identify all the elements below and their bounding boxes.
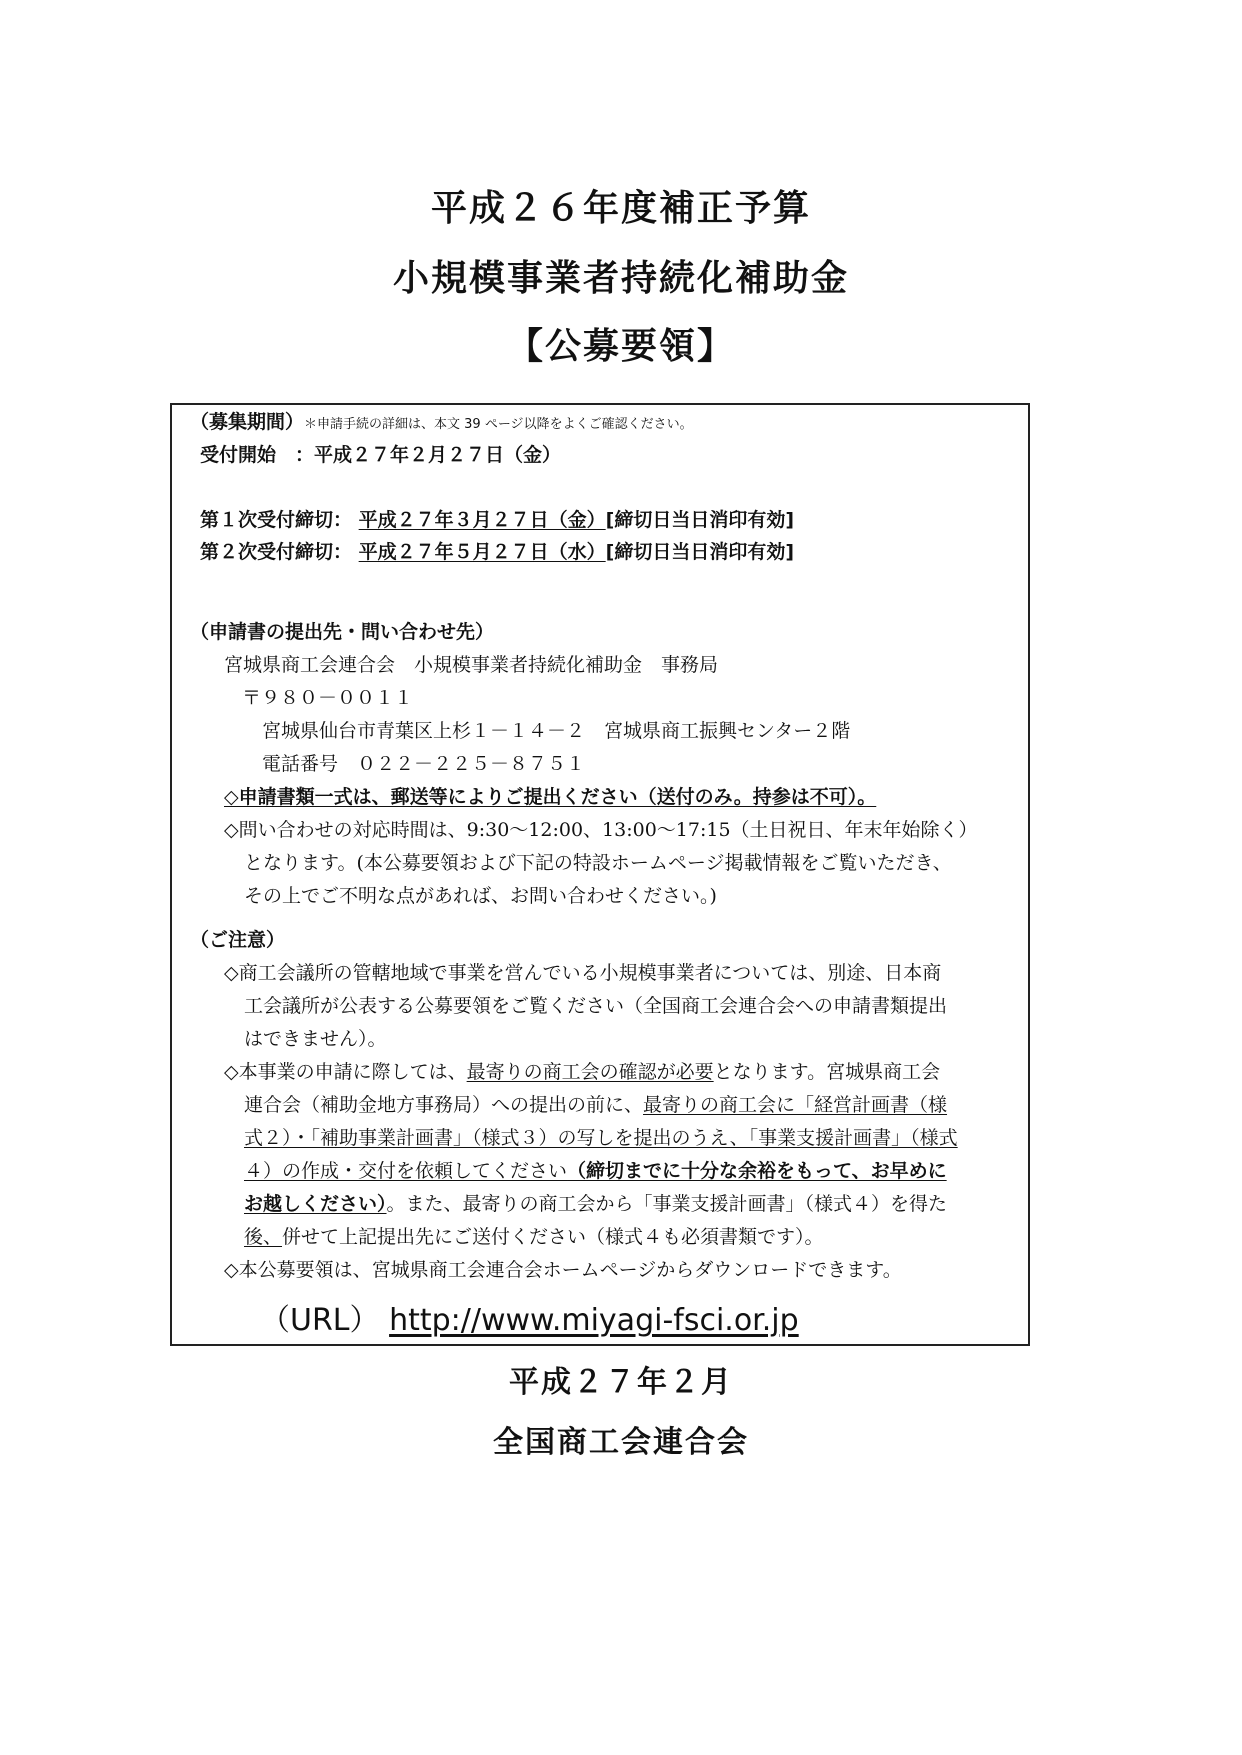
publisher: 全国商工会連合会 (493, 1425, 749, 1460)
second-deadline-date: 平成２７年５月２７日（水） (358, 541, 606, 563)
caution-p1-line1: ◇商工会議所の管轄地域で事業を営んでいる小規模事業者については、別途、日本商 (224, 962, 942, 984)
first-deadline-note: [締切日当日消印有効] (605, 509, 795, 531)
caution-p2-line4: ４）の作成・交付を依頼してください（締切までに十分な余裕をもって、お早めに (244, 1160, 947, 1182)
contact-heading: （申請書の提出先・問い合わせ先） (190, 621, 495, 643)
caution-p2-line2: 連合会（補助金地方事務局）への提出の前に、最寄りの商工会に「経営計画書（様 (244, 1094, 948, 1116)
reception-start: 受付開始 ：平成２７年２月２７日（金） (200, 444, 562, 466)
url-line (260, 1295, 799, 1339)
first-deadline-date: 平成２７年３月２７日（金） (358, 509, 606, 531)
contact-postal: 〒９８０－００１１ (242, 687, 414, 709)
caution-heading: （ご注意） (190, 929, 286, 951)
second-deadline: 第２次受付締切： 平成２７年５月２７日（水）[締切日当日消印有効] (200, 541, 795, 563)
contact-address: 宮城県仙台市青葉区上杉１－１４－２ 宮城県商工振興センター２階 (262, 720, 851, 742)
second-deadline-note: [締切日当日消印有効] (605, 541, 795, 563)
caution-p1-line2: 工会議所が公表する公募要領をご覧ください（全国商工会連合会への申請書類提出 (244, 995, 948, 1017)
document-title-line2: 小規模事業者持続化補助金 (392, 258, 849, 299)
caution-p2-line3: 式２）・「補助事業計画書」（様式３）の写しを提出のうえ、「事業支援計画書」（様式 (244, 1127, 958, 1149)
issue-date: 平成２７年２月 (509, 1365, 733, 1400)
caution-p2-line5: お越しください）。また、最寄りの商工会から「事業支援計画書」（様式４）を得た (244, 1193, 948, 1215)
contact-org: 宮城県商工会連合会 小規模事業者持続化補助金 事務局 (224, 654, 719, 676)
hours-line-1: ◇問い合わせの対応時間は、9:30～12:00、13:00～17:15（土日祝日、年末年始除く） (224, 819, 978, 841)
period-heading: （募集期間）＊申請手続の詳細は、本文 39 ページ以降をよくご確認ください。 (190, 411, 693, 433)
caution-p3: ◇本公募要領は、宮城県商工会連合会ホームページからダウンロードできます。 (224, 1259, 902, 1281)
caution-p2-line6: 後、併せて上記提出先にご送付ください（様式４も必須書類です）。 (244, 1226, 824, 1248)
document-title-line3: 【公募要領】 (506, 326, 735, 367)
caution-p2-line1: ◇本事業の申請に際しては、最寄りの商工会の確認が必要となります。宮城県商工会 (224, 1061, 941, 1083)
document-title-line1: 平成２６年度補正予算 (430, 188, 811, 229)
contact-phone: 電話番号 ０２２－２２５－８７５１ (262, 753, 586, 775)
mail-note: ◇申請書類一式は、郵送等によりご提出ください（送付のみ。持参は不可）。 (224, 786, 877, 808)
period-note: ＊申請手続の詳細は、本文 39 ページ以降をよくご確認ください。 (304, 417, 693, 432)
hours-line-3: その上でご不明な点があれば、お問い合わせください。) (244, 885, 717, 907)
hours-line-2: となります。(本公募要領および下記の特設ホームページ掲載情報をご覧いただき、 (244, 852, 952, 874)
first-deadline: 第１次受付締切： 平成２７年３月２７日（金）[締切日当日消印有効] (200, 509, 795, 531)
caution-p1-line3: はできません）。 (244, 1028, 387, 1050)
website-link[interactable]: http://www.miyagi-fsci.or.jp (389, 1303, 799, 1338)
url-label: （URL） (260, 1303, 380, 1338)
